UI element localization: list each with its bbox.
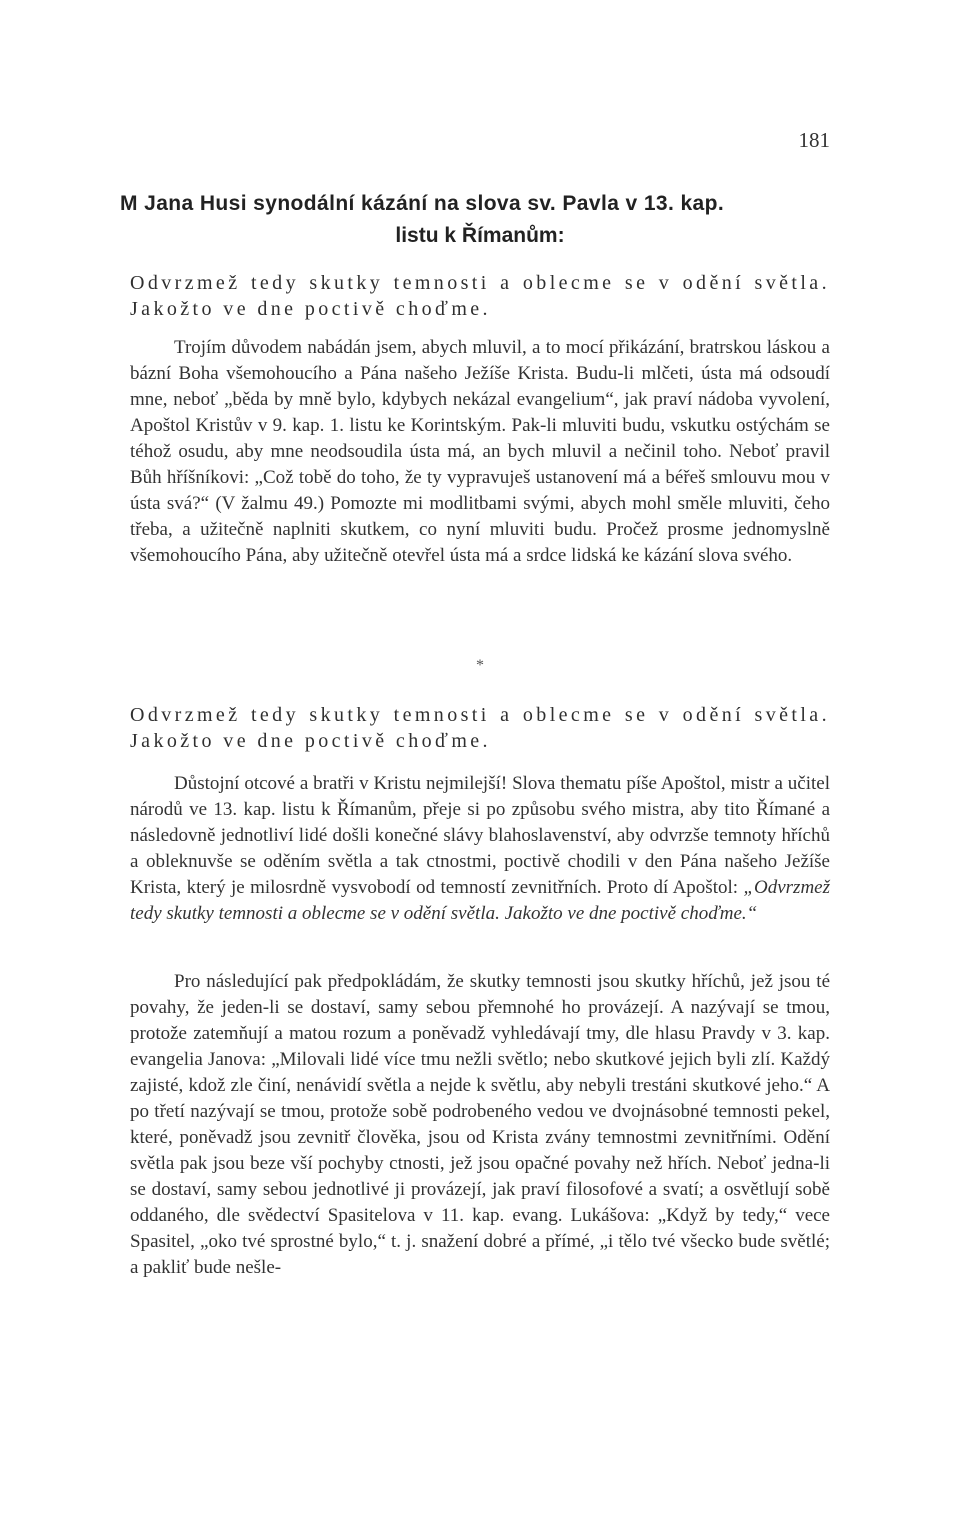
paragraph-intro: Trojím důvodem nabádán jsem, abych mluvil, a to mocí přikázání, bratrskou láskou a bázní Boha všemohoucího a Pána našeho Ježíše Krista. Budu-li mlčeti, ústa má odsoudí mne, neboť „běda by mně bylo, kdybych nekázal evangelium“, jak praví nádoba vyvolení, Apoštol Kristův v 9. kap. 1. listu ke Korintským. Pak-li mluviti budu, vskutku ostýchám se téhož osudu, aby mne neodsoudila ústa má, an bych mluvil a nečinil toho. Neboť pravil Bůh hříšníkovi: „Což tobě do toho, že ty vypravuješ ustanovení má a béřeš smlouvu mou v ústa svá?“ (V žalmu 49.) Pomozte mi modlitbami svými, abych mohl směle mluviti, čeho třeba, a užitečně naplniti skutkem, co nyní mluviti budu. Pročež prosme jednomyslně všemohoucího Pána, aby užitečně otevřel ústa má a srdce lidská ke kázání slova svého. — [130, 337, 830, 566]
paragraph-body: Pro následující pak předpokládám, že skutky temnosti jsou skutky hříchů, jež jsou té povahy, že jeden-li se dostaví, samy sebou přemnohé ho provázejí. A nazývají se tmou, protože zatemňují a matou rozum a poněvadž vyhledávají tmy, dle hlasu Pravdy v 3. kap. evangelia Janova: „Milovali lidé více tmu nežli světlo; nebo skutkové jejich byli zlí. Každý zajisté, kdož zle činí, nenávidí světla a nejde k světlu, aby nebyli trestáni skutkové jeho.“ A po třetí nazývají se tmou, protože sobě podrobeného vedou ve dvojnásobné temnosti pekel, které, poněvadž jsou zevnitř člověka, jsou od Krista zvány temnostmi zevnitřními. Odění světla pak jsou beze vší pochyby ctnosti, jež jsou opačné povahy než hřích. Neboť jedna-li se dostaví, samy sebou jednotlivé ji provázejí, jak praví filosofové a svatí; a osvětlují sobě oddaného, dle svědectví Spasitelova v 11. kap. evang. Lukášova: „Když by tedy,“ vece Spasitel, „oko tvé sprostné bylo,“ t. j. snažení dobré a přímé, „i tělo tvé všecko bude světlé; a pakliť bude nešle- — [130, 971, 830, 1278]
motto-text-repeat: Odvrzmež tedy skutky temnosti a oblecme se v odění světla. Jakožto ve dne poctivě choďme. — [130, 704, 830, 752]
paragraph-address — [130, 771, 830, 927]
section-separator: * — [476, 657, 484, 674]
page-number: 181 — [798, 128, 830, 152]
motto-text: Odvrzmež tedy skutky temnosti a oblecme se v odění světla. Jakožto ve dne poctivě choďme. — [130, 272, 830, 320]
title-line-2: listu k Římanům: — [395, 224, 565, 247]
paragraph-address-text: Důstojní otcové a bratři v Kristu nejmilejší! Slova thematu píše Apoštol, mistr a učitel národů ve 13. kap. listu k Římanům, přeje si po způsobu svého mistra, aby tito Římané a následovně jednotliví lidé došli konečné slávy blahoslavenství, aby odvrzše temnoty hříchů a obleknuvše se oděním světla a tak ctnostmi, poctivě chodili v den Pána našeho Ježíše Krista, který je milosrdně vysvobodí od temností zevnitřních. Proto dí Apoštol: — [130, 773, 830, 898]
italic-quote: „Odvrzmež tedy skutky temnosti a oblecme se v odění světla. Jakožto ve dne poctivě choďme.“ — [130, 877, 830, 924]
title-line-1: M Jana Husi synodální kázání na slova sv. Pavla v 13. kap. — [120, 192, 725, 215]
page-title — [120, 188, 840, 252]
